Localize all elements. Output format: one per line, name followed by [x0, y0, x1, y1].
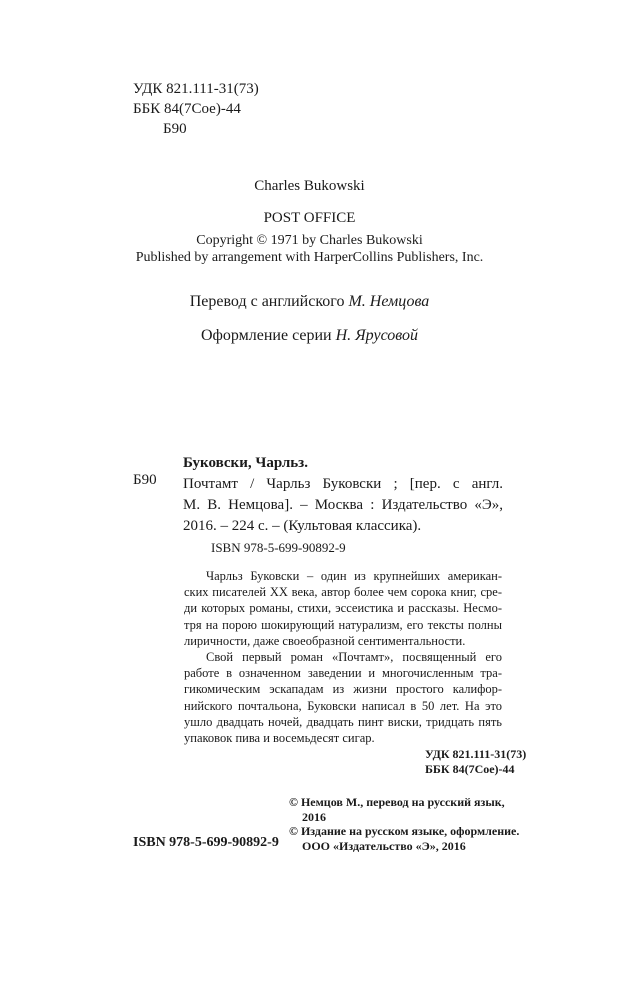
- design-credit: [0, 327, 619, 345]
- bib-heading: Буковски, Чарльз.: [183, 455, 308, 471]
- translator-name: М. Немцова: [348, 293, 430, 310]
- annotation-line: тря на порою шокирующий натурализм, его тексты полны: [184, 617, 502, 632]
- annotation-line: упаковок пива и восемьдесят сигар.: [184, 731, 375, 746]
- design-label: Оформление серии: [200, 327, 336, 344]
- bib-author-sign: Б90: [133, 472, 157, 488]
- copyright-line: © Немцов М., перевод на русский язык,: [289, 795, 505, 809]
- author-sign: Б90: [163, 121, 187, 137]
- annotation-udk: УДК 821.111-31(73): [425, 747, 527, 761]
- bib-line: Почтамт / Чарльз Буковски ; [пер. с англ.: [183, 476, 503, 492]
- original-publisher-note: Published by arrangement with HarperCollins Publishers, Inc.: [135, 250, 484, 265]
- annotation-line: работе в означенном заведении и многочисленным тра-: [184, 666, 502, 681]
- annotation-bbk: ББК 84(7Сое)-44: [425, 762, 515, 776]
- bib-isbn: ISBN 978-5-699-90892-9: [211, 540, 346, 555]
- udk-code: УДК 821.111-31(73): [133, 81, 259, 97]
- original-copyright: Copyright © 1971 by Charles Bukowski: [196, 233, 423, 248]
- annotation-line: гикомическим эскападам из жизни простого калифор-: [184, 682, 502, 697]
- copyright-line: ООО «Издательство «Э», 2016: [302, 838, 466, 853]
- annotation-line: нийского почтальона, Буковски написал в 50 лет. На это: [184, 698, 502, 713]
- bibliographic-record: [183, 453, 503, 537]
- bib-line: 2016. – 224 с. – (Культовая классика).: [183, 518, 422, 534]
- original-author: Charles Bukowski: [254, 178, 365, 194]
- bib-line: М. В. Немцова]. – Москва : Издательство «Э»,: [183, 497, 503, 513]
- copyright-line: 2016: [302, 809, 326, 824]
- footer-isbn: ISBN 978-5-699-90892-9: [133, 835, 279, 850]
- annotation-line: Чарльз Буковски – один из крупнейших американ-: [206, 569, 502, 583]
- annotation: [184, 568, 502, 746]
- copyright-block: [289, 795, 519, 853]
- annotation-line: ди которых романы, стихи, эссеистика и рассказы. Несмо-: [184, 601, 502, 616]
- bbk-code: ББК 84(7Сое)-44: [133, 101, 241, 117]
- annotation-line: Свой первый роман «Почтамт», посвященный его: [206, 650, 502, 665]
- annotation-line: лиричности, даже своеобразной сентиментальности.: [184, 633, 466, 648]
- original-title: POST OFFICE: [263, 210, 356, 226]
- copyright-line: © Издание на русском языке, оформление.: [289, 824, 520, 838]
- translation-label: Перевод с английского: [189, 293, 349, 310]
- annotation-line: ушло двадцать ночей, двадцать пинт виски, тридцать пять: [184, 714, 502, 729]
- designer-name: Н. Ярусовой: [335, 327, 419, 344]
- translation-credit: [0, 293, 619, 311]
- annotation-line: ских писателей XX века, автор более чем сорока книг, сре-: [184, 585, 502, 600]
